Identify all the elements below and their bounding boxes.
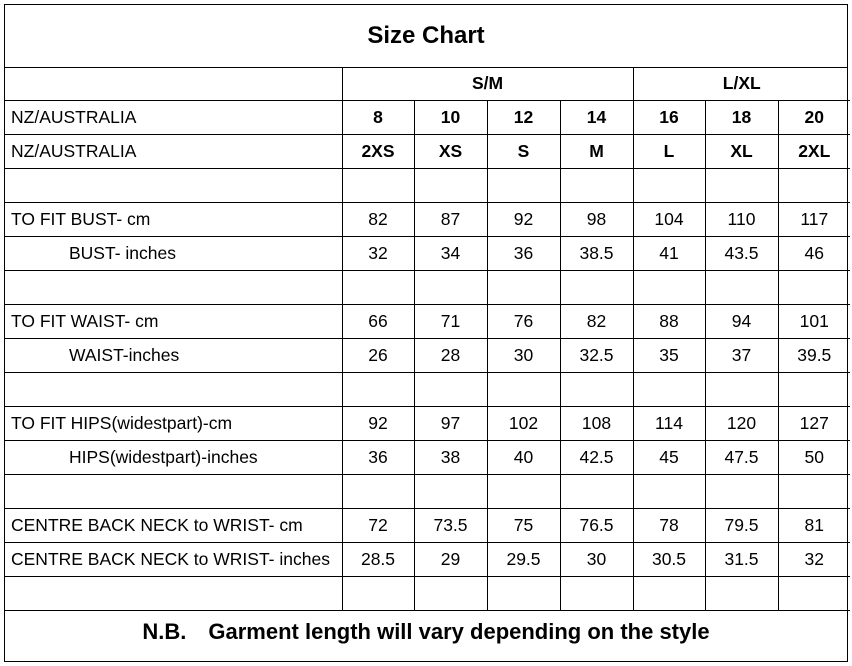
group-sm: S/M [342,67,633,101]
empty-cell [487,169,560,203]
empty-cell [487,373,560,407]
table-cell: 2XS [342,135,414,169]
table-cell: 10 [414,101,487,135]
table-cell: 76.5 [560,509,633,543]
empty-cell [342,169,414,203]
empty-cell [633,475,705,509]
table-cell: 66 [342,305,414,339]
empty-cell [487,271,560,305]
empty-cell [414,475,487,509]
table-cell: 88 [633,305,705,339]
size-table [5,67,850,611]
table-cell: 72 [342,509,414,543]
empty-cell [560,271,633,305]
empty-cell [414,169,487,203]
table-cell: 102 [487,407,560,441]
table-row [5,441,850,475]
table-cell: XS [414,135,487,169]
table-cell: 2XL [778,135,850,169]
table-cell: 92 [487,203,560,237]
table-cell: 30.5 [633,543,705,577]
table-cell: 37 [705,339,778,373]
empty-cell [342,271,414,305]
empty-cell [778,373,850,407]
table-row [5,237,850,271]
table-cell: 28.5 [342,543,414,577]
table-cell: 20 [778,101,850,135]
row-label: WAIST-inches [5,339,342,373]
empty-cell [633,169,705,203]
empty-cell [560,475,633,509]
table-row [5,509,850,543]
row-label: CENTRE BACK NECK to WRIST- cm [5,509,342,543]
table-cell: 114 [633,407,705,441]
table-row [5,135,850,169]
table-cell: 50 [778,441,850,475]
table-cell: 82 [342,203,414,237]
empty-cell [342,475,414,509]
table-cell: 71 [414,305,487,339]
row-label: BUST- inches [5,237,342,271]
table-row [5,543,850,577]
empty-cell [778,271,850,305]
footer-note [5,603,847,661]
table-cell: 127 [778,407,850,441]
empty-cell [5,271,342,305]
table-cell: 45 [633,441,705,475]
row-label: TO FIT HIPS(widestpart)-cm [5,407,342,441]
empty-cell [705,373,778,407]
table-cell: 82 [560,305,633,339]
empty-cell [560,373,633,407]
table-cell: L [633,135,705,169]
table-cell: 94 [705,305,778,339]
footer-text: Garment length will vary depending on the style [208,619,710,644]
empty-cell [560,169,633,203]
table-cell: 14 [560,101,633,135]
table-cell: 32 [778,543,850,577]
table-cell: 76 [487,305,560,339]
row-label: TO FIT WAIST- cm [5,305,342,339]
table-cell: M [560,135,633,169]
empty-cell [5,67,342,101]
table-cell: 31.5 [705,543,778,577]
row-label: NZ/AUSTRALIA [5,135,342,169]
empty-cell [778,475,850,509]
table-cell: 29 [414,543,487,577]
row-label: NZ/AUSTRALIA [5,101,342,135]
table-cell: XL [705,135,778,169]
table-cell: 32.5 [560,339,633,373]
empty-cell [633,373,705,407]
table-cell: 98 [560,203,633,237]
table-cell: 26 [342,339,414,373]
table-cell: 75 [487,509,560,543]
empty-cell [5,475,342,509]
table-row [5,203,850,237]
table-cell: 38 [414,441,487,475]
empty-cell [705,271,778,305]
table-cell: 30 [560,543,633,577]
spacer-row [5,373,850,407]
empty-cell [414,271,487,305]
table-cell: 12 [487,101,560,135]
table-row [5,101,850,135]
table-cell: 73.5 [414,509,487,543]
table-row [5,407,850,441]
table-cell: 104 [633,203,705,237]
table-cell: 36 [342,441,414,475]
empty-cell [342,373,414,407]
empty-cell [5,169,342,203]
table-cell: 29.5 [487,543,560,577]
table-row [5,305,850,339]
table-cell: 78 [633,509,705,543]
spacer-row [5,271,850,305]
table-cell: 41 [633,237,705,271]
table-cell: 38.5 [560,237,633,271]
table-cell: 16 [633,101,705,135]
table-cell: 35 [633,339,705,373]
table-cell: 120 [705,407,778,441]
table-cell: 32 [342,237,414,271]
table-cell: 47.5 [705,441,778,475]
row-label: HIPS(widestpart)-inches [5,441,342,475]
table-cell: 117 [778,203,850,237]
table-cell: 92 [342,407,414,441]
table-cell: 101 [778,305,850,339]
empty-cell [778,169,850,203]
spacer-row [5,475,850,509]
table-cell: 79.5 [705,509,778,543]
table-cell: 97 [414,407,487,441]
empty-cell [633,271,705,305]
table-cell: 42.5 [560,441,633,475]
empty-cell [5,373,342,407]
row-label: TO FIT BUST- cm [5,203,342,237]
table-cell: 46 [778,237,850,271]
table-cell: 40 [487,441,560,475]
table-cell: 36 [487,237,560,271]
table-cell: 43.5 [705,237,778,271]
table-cell: S [487,135,560,169]
table-cell: 108 [560,407,633,441]
table-cell: 81 [778,509,850,543]
table-cell: 87 [414,203,487,237]
group-lxl: L/XL [633,67,850,101]
table-cell: 34 [414,237,487,271]
table-cell: 8 [342,101,414,135]
table-cell: 28 [414,339,487,373]
nb-label: N.B. [142,619,187,644]
table-cell: 30 [487,339,560,373]
empty-cell [414,373,487,407]
table-cell: 110 [705,203,778,237]
spacer-row [5,169,850,203]
table-cell: 18 [705,101,778,135]
empty-cell [705,475,778,509]
chart-title: Size Chart [5,5,847,68]
empty-cell [487,475,560,509]
row-label: CENTRE BACK NECK to WRIST- inches [5,543,342,577]
group-header-row [5,67,850,101]
table-cell: 39.5 [778,339,850,373]
empty-cell [705,169,778,203]
table-row [5,339,850,373]
size-chart [4,4,848,662]
